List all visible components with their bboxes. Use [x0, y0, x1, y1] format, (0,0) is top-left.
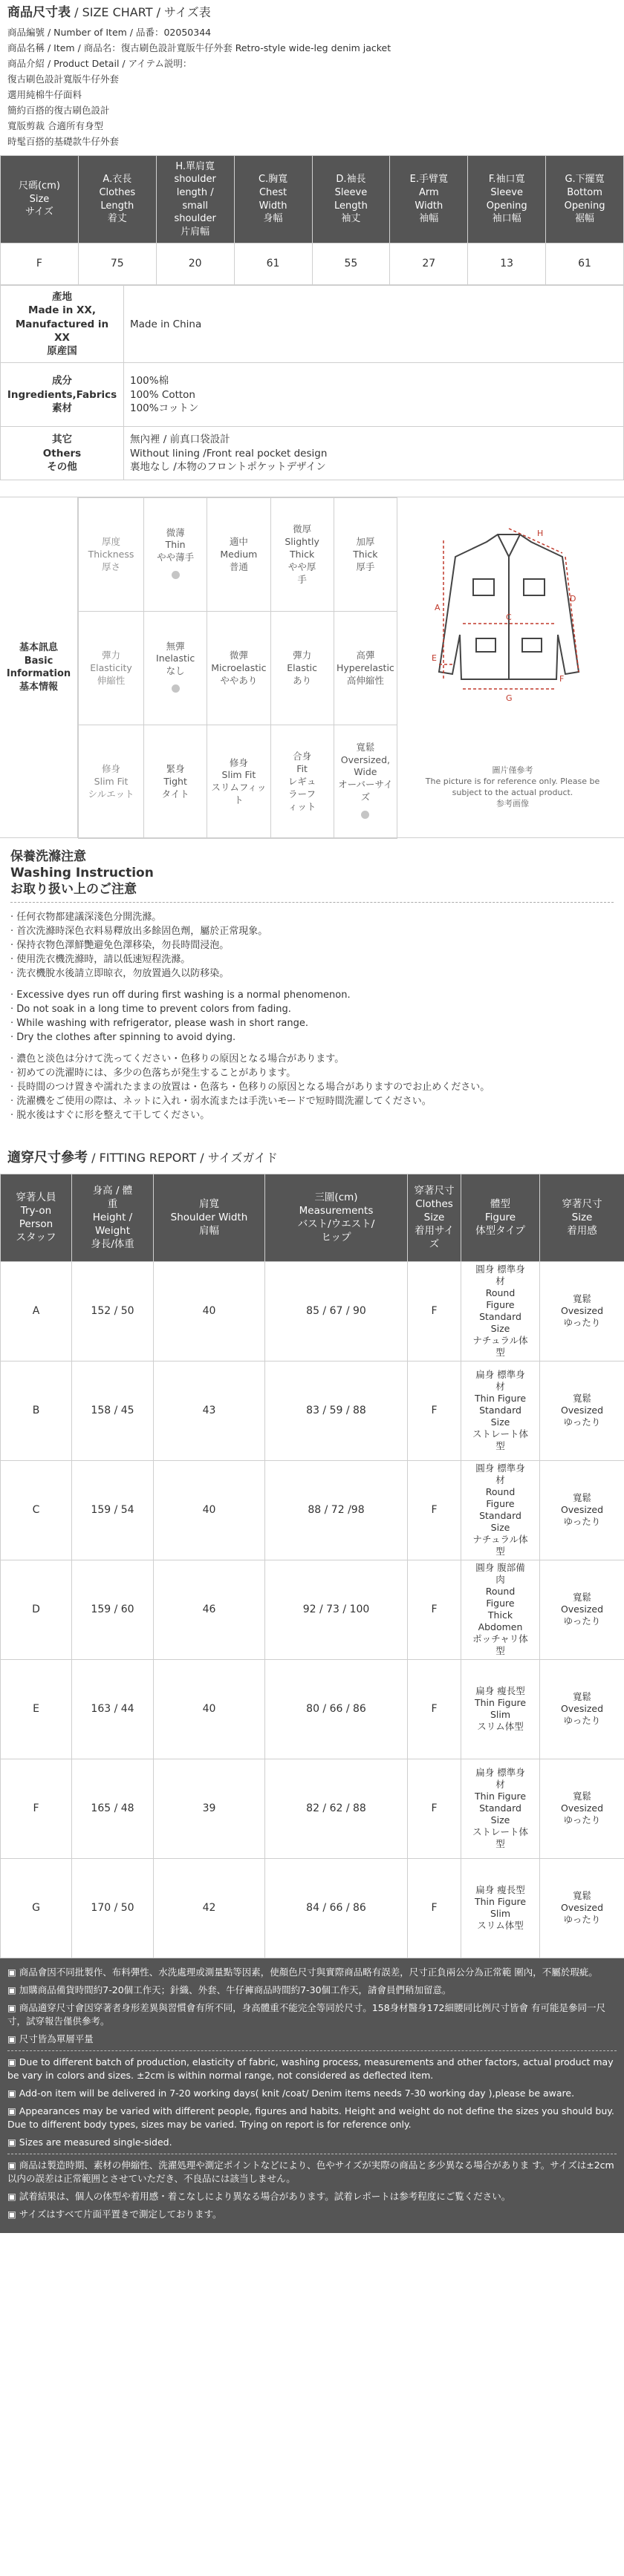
note-line: ▣ Add-on item will be delivered in 7-20 working days( knit /coat/ Denim items needs 7-30 working day ),please be aware. — [7, 2087, 575, 2099]
basic-info-row — [79, 612, 397, 725]
product-info-line: 商品名稱 / Item / 商品名：復古刷色設計寬版牛仔外套 Retro-style wide-leg denim jacket — [7, 42, 391, 53]
fitting-table-cell: 寬鬆 Ovesized ゆったり — [540, 1460, 624, 1560]
washing-ja: · 濃色と淡色は分けて洗ってください・色移りの原因となる場合があります。 · 初めての洗濯時には、多少の色落ちが発生することがあります。 · 長時間のつけ置きや濡れたままの放置は・色落ち・色移りの原因となる場合がありますのでお止めください。 · 洗濯機をご使用の際は、ネットに入れ・弱水流または手洗いモードで短時間洗濯してください。 · 脱水後はすぐに形を整えて干してください。 — [10, 1053, 490, 1122]
fitting-table-cell: 158 / 45 — [72, 1361, 154, 1460]
product-info — [0, 23, 624, 155]
notes-section — [0, 1958, 624, 2233]
size-chart-subtitle: / SIZE CHART / サイズ表 — [74, 5, 211, 19]
basic-info-label: 基本訊息 Basic Information 基本情報 — [0, 497, 78, 837]
size-table-header: E.手臂寬 Arm Width 袖幅 — [390, 155, 468, 243]
note-line: ▣ 商品會因不同批製作、布料彈性、水洗處理或測量點等因素，使顏色尺寸與實際商品略有誤差，尺寸正負兩公分為正常範 圍內，不屬於瑕疵。 — [7, 1966, 598, 1978]
fitting-table-cell: F — [408, 1361, 461, 1460]
fitting-table-cell: 寬鬆 Ovesized ゆったり — [540, 1659, 624, 1759]
basic-info-row-label: 彈力 Elasticity 伸縮性 — [79, 612, 144, 725]
note-line: ▣ Due to different batch of production, elasticity of fabric, washing process, measurements and other factors, actual product may be vary in colors and sizes. ±2cm is within normal range, not considered as deflected item. — [7, 2056, 614, 2081]
fitting-table-cell: 159 / 54 — [72, 1460, 154, 1560]
size-table-cell: 61 — [546, 243, 624, 285]
basic-info-row — [79, 725, 397, 839]
size-table-row — [1, 243, 624, 285]
diagram-letter: E — [432, 653, 437, 664]
basic-info-option-label: 加厚 Thick 厚手 — [353, 536, 378, 572]
size-table-header: A.衣長 Clothes Length 着丈 — [78, 155, 156, 243]
basic-info-option — [144, 498, 207, 612]
fitting-table-cell: 圓身 標準身 材 Round Figure Standard Size ナチュラル体 型 — [461, 1460, 540, 1560]
fitting-table-cell: F — [408, 1560, 461, 1659]
fitting-table-cell: 43 — [154, 1361, 265, 1460]
fitting-table-cell: 40 — [154, 1659, 265, 1759]
fitting-table-cell: 159 / 60 — [72, 1560, 154, 1659]
fitting-table-header: 穿著人員 Try-on Person スタッフ — [1, 1174, 72, 1261]
basic-info-option — [207, 725, 270, 839]
selected-dot-icon — [172, 684, 180, 693]
basic-info-option-label: 無彈 Inelastic なし — [156, 640, 195, 677]
jacket-diagram — [397, 497, 624, 837]
fitting-table-cell: 40 — [154, 1460, 265, 1560]
basic-info-option — [334, 725, 397, 839]
basic-info-option — [334, 612, 397, 725]
basic-info-option-label: 微彈 Microelastic ややあり — [211, 650, 267, 686]
diagram-letter: A — [435, 603, 441, 613]
size-chart-title: 商品尺寸表 — [7, 5, 71, 20]
size-table-header: C.胸寬 Chest Width 身幅 — [234, 155, 312, 243]
basic-info-option-label: 彈力 Elastic あり — [287, 650, 318, 686]
meta-row — [1, 427, 624, 480]
fitting-table-cell: 圓身 腹部備 肉 Round Figure Thick Abdomen ポッチャリ体 型 — [461, 1560, 540, 1659]
fitting-table-header: 穿著尺寸 Size 着用感 — [540, 1174, 624, 1261]
note-line: ▣ 加購商品備貨時間約7-20個工作天；針織、外套、牛仔褲商品時間約7-30個工作天，請會員們稍加留意。 — [7, 1984, 452, 1995]
basic-info-option — [207, 498, 270, 612]
fitting-table-cell: 88 / 72 /98 — [265, 1460, 408, 1560]
basic-info-option-label: 微厚 Slightly Thick やや厚 手 — [285, 523, 319, 585]
meta-value: Made in China — [124, 286, 624, 363]
diagram-letter: G — [506, 693, 513, 704]
fitting-table-cell: F — [408, 1460, 461, 1560]
washing-en: · Excessive dyes run off during first washing is a normal phenomenon. · Do not soak in a long time to prevent colors from fading. · While washing with refrigerator, please wash in short range. · Dry the clothes after spinning to avoid dying. — [10, 990, 351, 1044]
basic-info-option-label: 高彈 Hyperelastic 高伸縮性 — [336, 650, 394, 686]
note-line: ▣ 尺寸皆為單層平量 — [7, 2033, 94, 2044]
size-table-cell: 27 — [390, 243, 468, 285]
meta-key: 產地 Made in XX, Manufactured in XX 原産国 — [1, 286, 124, 363]
basic-info-option — [144, 725, 207, 839]
note-line: ▣ サイズはすべて片面平置きで測定しております。 — [7, 2208, 222, 2220]
fitting-table-row — [1, 1759, 624, 1858]
fitting-table-header: 身高 / 體 重 Height / Weight 身長/体重 — [72, 1174, 154, 1261]
fitting-table-row — [1, 1858, 624, 1958]
meta-value: 100%棉 100% Cotton 100%コットン — [124, 363, 624, 427]
diagram-letter: H — [537, 529, 544, 539]
fitting-table-cell: 寬鬆 Ovesized ゆったり — [540, 1261, 624, 1361]
size-table-header: D.袖長 Sleeve Length 袖丈 — [312, 155, 390, 243]
washing-title: 保養洗滌注意 Washing Instruction お取り扱い上のご注意 — [10, 849, 154, 898]
basic-info-option-label: 適中 Medium 普通 — [220, 536, 258, 572]
fitting-table-cell: C — [1, 1460, 72, 1560]
fitting-table-cell: D — [1, 1560, 72, 1659]
diagram-letter: F — [559, 674, 565, 684]
meta-table — [0, 285, 624, 480]
diagram-letter: D — [570, 594, 576, 604]
fitting-table-cell: F — [408, 1261, 461, 1361]
fitting-table-cell: 扁身 瘦長型 Thin Figure Slim スリム体型 — [461, 1858, 540, 1958]
size-table-cell: 55 — [312, 243, 390, 285]
fitting-table-cell: 80 / 66 / 86 — [265, 1659, 408, 1759]
fitting-table-cell: 152 / 50 — [72, 1261, 154, 1361]
note-line: ▣ Sizes are measured single-sided. — [7, 2136, 172, 2148]
product-info-line: 時髦百搭的基礎款牛仔外套 — [7, 135, 120, 147]
fitting-table-cell: 39 — [154, 1759, 265, 1858]
size-table-header: F.袖口寬 Sleeve Opening 袖口幅 — [468, 155, 546, 243]
fitting-table-cell: 165 / 48 — [72, 1759, 154, 1858]
fitting-table-cell: A — [1, 1261, 72, 1361]
fitting-table-cell: 寬鬆 Ovesized ゆったり — [540, 1858, 624, 1958]
fitting-table-cell: 扁身 瘦長型 Thin Figure Slim スリム体型 — [461, 1659, 540, 1759]
note-line: ▣ 商品適穿尺寸會因穿著者身形差異與習慣會有所不同，身高體重不能完全等同於尺寸。158身材醫身172細腰同比例尺寸皆會 有可能是參同一尺寸，試穿報告僅供參考。 — [7, 2001, 605, 2027]
basic-info-option-label: 修身 Slim Fit スリムフィット — [211, 756, 267, 806]
basic-info-option — [270, 498, 334, 612]
size-table-cell: F — [1, 243, 79, 285]
size-table — [0, 155, 624, 285]
fitting-table-cell: 170 / 50 — [72, 1858, 154, 1958]
basic-info-section — [0, 497, 624, 838]
fitting-table-cell: 83 / 59 / 88 — [265, 1361, 408, 1460]
basic-info-option-label: 微薄 Thin やや薄手 — [157, 526, 195, 563]
basic-info-option — [270, 725, 334, 839]
fitting-table-cell: 40 — [154, 1261, 265, 1361]
fitting-table-header: 穿著尺寸 Clothes Size 着用サイ ズ — [408, 1174, 461, 1261]
fitting-table-cell: 寬鬆 Ovesized ゆったり — [540, 1560, 624, 1659]
fitting-table-cell: 85 / 67 / 90 — [265, 1261, 408, 1361]
washing-instructions — [0, 907, 624, 1133]
meta-key: 成分 Ingredients,Fabrics 素材 — [1, 363, 124, 427]
fitting-table-cell: 84 / 66 / 86 — [265, 1858, 408, 1958]
selected-dot-icon — [361, 811, 369, 819]
size-table-cell: 61 — [234, 243, 312, 285]
fitting-table-cell: F — [1, 1759, 72, 1858]
fitting-table-cell: F — [408, 1759, 461, 1858]
basic-info-option — [207, 612, 270, 725]
fitting-table-header: 肩寬 Shoulder Width 肩幅 — [154, 1174, 265, 1261]
size-table-cell: 75 — [78, 243, 156, 285]
fitting-table-header: 三圍(cm) Measurements バスト/ウエスト/ ヒップ — [265, 1174, 408, 1261]
note-line: ▣ 試着結果は、個人の体型や着用感・着こなしにより異なる場合があります。試着レポートは参考程度にご覧ください。 — [7, 2190, 511, 2202]
washing-zh: · 任何衣物都建議深淺色分開洗滌。 · 首次洗滌時深色衣料易釋放出多餘固色劑，屬於正常現象。 · 保持衣物色澤鮮艷避免色澤移染，勿長時間浸泡。 · 使用洗衣機洗滌時，請以低速短程洗滌。 · 洗衣機脫水後請立即晾衣，勿放置過久以防移染。 — [10, 912, 268, 980]
fitting-title: 適穿尺寸參考 — [7, 1150, 88, 1166]
basic-info-option — [334, 498, 397, 612]
fitting-table — [0, 1174, 624, 1958]
selected-dot-icon — [172, 571, 180, 579]
basic-info-row-label: 修身 Slim Fit シルエット — [79, 725, 144, 839]
product-info-line: 簡約百搭的復古刷色設計 — [7, 104, 110, 116]
fitting-table-cell: 163 / 44 — [72, 1659, 154, 1759]
note-line: ▣ Appearances may be varied with different people, figures and habits. Height and weight do not define the sizes you should buy. Due to different body types, sizes may be varied. Trying on report is for reference only. — [7, 2105, 614, 2130]
basic-info-option-label: 合身 Fit レギュ ラーフ ィット — [287, 751, 316, 812]
basic-info-option-label: 緊身 Tight タイト — [161, 763, 189, 800]
size-table-cell: 13 — [468, 243, 546, 285]
fitting-table-cell: F — [408, 1659, 461, 1759]
product-info-line: 復古刷色設計寬版牛仔外套 — [7, 73, 120, 85]
basic-info-row-label: 厚度 Thickness 厚さ — [79, 498, 144, 612]
fitting-table-cell: 寬鬆 Ovesized ゆったり — [540, 1759, 624, 1858]
fitting-table-cell: 82 / 62 / 88 — [265, 1759, 408, 1858]
fitting-table-row — [1, 1560, 624, 1659]
jacket-icon — [397, 512, 620, 757]
basic-info-option — [270, 612, 334, 725]
note-line: ▣ 商品は製造時期、素材の伸縮性、洗濯処理や測定ポイントなどにより、色やサイズが実際の商品と多少異なる場合がありま す。サイズは±2cm以内の誤差は正常範囲とさせていただき、不良品には該当しません。 — [7, 2159, 614, 2184]
fitting-table-cell: 扁身 標準身 材 Thin Figure Standard Size ストレート体 型 — [461, 1361, 540, 1460]
basic-info-grid — [78, 497, 397, 837]
meta-row — [1, 286, 624, 363]
size-table-header: G.下擺寬 Bottom Opening 裾幅 — [546, 155, 624, 243]
fitting-table-cell: G — [1, 1858, 72, 1958]
fitting-table-row — [1, 1460, 624, 1560]
meta-key: 其它 Others その他 — [1, 427, 124, 480]
meta-value: 無內裡 / 前真口袋設計 Without lining /Front real pocket design 裏地なし /本物のフロントポケットデザイン — [124, 427, 624, 480]
product-info-line: 選用純棉牛仔面料 — [7, 88, 82, 100]
basic-info-row — [79, 498, 397, 612]
fitting-table-cell: 扁身 標準身 材 Thin Figure Standard Size ストレート体 型 — [461, 1759, 540, 1858]
product-info-line: 寬版剪裁 合適所有身型 — [7, 120, 103, 131]
fitting-table-cell: B — [1, 1361, 72, 1460]
image-note: 圖片僅參考 The picture is for reference only. Please be subject to the actual product. 参考画像 — [425, 765, 600, 809]
size-chart-heading — [0, 0, 624, 23]
basic-info-option-label: 寬鬆 Oversized, Wide オーバーサイ ズ — [338, 741, 393, 803]
meta-row — [1, 363, 624, 427]
product-info-line: 商品編號 / Number of Item / 品番：02050344 — [7, 26, 212, 38]
size-table-cell: 20 — [156, 243, 234, 285]
fitting-table-cell: 92 / 73 / 100 — [265, 1560, 408, 1659]
fitting-table-cell: E — [1, 1659, 72, 1759]
fitting-table-row — [1, 1659, 624, 1759]
fitting-subtitle: / FITTING REPORT / サイズガイド — [91, 1151, 278, 1166]
fitting-table-row — [1, 1361, 624, 1460]
fitting-table-cell: 寬鬆 Ovesized ゆったり — [540, 1361, 624, 1460]
size-table-header: H.單肩寬 shoulder length / small shoulder 片肩幅 — [156, 155, 234, 243]
product-info-line: 商品介紹 / Product Detail / アイテム説明： — [7, 57, 192, 69]
fitting-table-cell: 圓身 標準身 材 Round Figure Standard Size ナチュラル体 型 — [461, 1261, 540, 1361]
fitting-table-cell: F — [408, 1858, 461, 1958]
basic-info-option — [144, 612, 207, 725]
fitting-table-row — [1, 1261, 624, 1361]
fitting-heading — [0, 1133, 624, 1173]
diagram-letter: C — [506, 612, 512, 623]
size-table-header: 尺碼(cm) Size サイズ — [1, 155, 79, 243]
fitting-table-cell: 42 — [154, 1858, 265, 1958]
fitting-table-header: 體型 Figure 体型タイプ — [461, 1174, 540, 1261]
fitting-table-cell: 46 — [154, 1560, 265, 1659]
